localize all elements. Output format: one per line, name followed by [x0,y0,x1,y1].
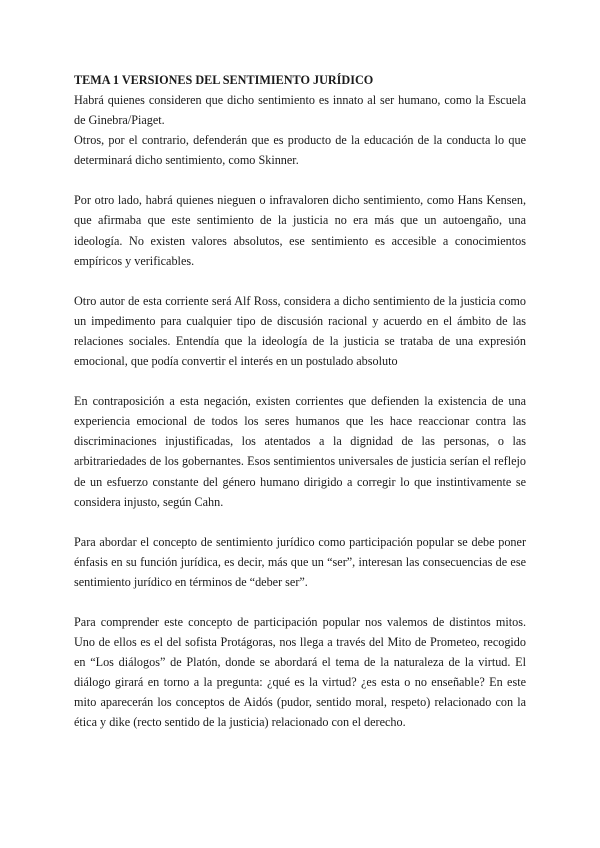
paragraph-cahn: En contraposición a esta negación, existen corrientes que defienden la existencia de una experiencia emocional de todos los seres humanos que les hace reaccionar contra las discriminaciones injustificadas, los atentados a la dignidad de las personas, o las arbitrariedades de los gobernantes. Esos sentimientos universales de justicia serían el reflejo de un esfuerzo constante del género humano dirigido a corregir lo que instintivamente se considera injusto, según Cahn. [74,394,526,509]
paragraph-gap [74,271,526,291]
document-title: TEMA 1 VERSIONES DEL SENTIMIENTO JURÍDICO [74,73,374,87]
paragraph-protagoras: Para comprender este concepto de participación popular nos valemos de distintos mitos. Uno de ellos es el del sofista Protágoras, nos llega a través del Mito de Prometeo, recogido en “Los diálogos” de Platón, donde se abordará el tema de la naturaleza de la virtud. El diálogo girará en torno a la pregunta: ¿qué es la virtud? ¿es esta o no enseñable? En este mito aparecerán los conceptos de Aidós (pudor, sentido moral, respeto) relacionado con la ética y dike (recto sentido de la justicia) relacionado con el derecho. [74,614,526,730]
paragraph-gap [74,371,526,391]
paragraph-kensen: Por otro lado, habrá quienes nieguen o infravaloren dicho sentimiento, como Hans Kensen, que afirmaba que este sentimiento de la justicia no era más que un autoengaño, una ideología. No existen valores absolutos, ese sentimiento es accesible a conocimientos empíricos y verificables. [74,193,526,268]
paragraph-gap [74,170,526,190]
paragraph-skinner: Otros, por el contrario, defenderán que es producto de la educación de la conducta lo que determinará dicho sentimiento, como Skinner. [74,133,526,168]
paragraph-participacion: Para abordar el concepto de sentimiento jurídico como participación popular se debe poner énfasis en su función jurídica, es decir, más que un “ser”, interesan las consecuencias de ese sentimiento jurídico en términos de “deber ser”. [74,534,526,589]
paragraph-gap [74,512,526,532]
paragraph-alf-ross: Otro autor de esta corriente será Alf Ross, considera a dicho sentimiento de la justicia como un impedimento para cualquier tipo de discusión racional y acuerdo en el ámbito de las relaciones sociales. Entendía que la ideología de la justicia se trataba de una expresión emocional, que podía convertir el interés en un postulado absoluto [74,293,526,369]
document-body [74,70,526,733]
paragraph-gap [74,592,526,612]
paragraph-innato: Habrá quienes consideren que dicho sentimiento es innato al ser humano, como la Escuela de Ginebra/Piaget. [74,93,526,128]
